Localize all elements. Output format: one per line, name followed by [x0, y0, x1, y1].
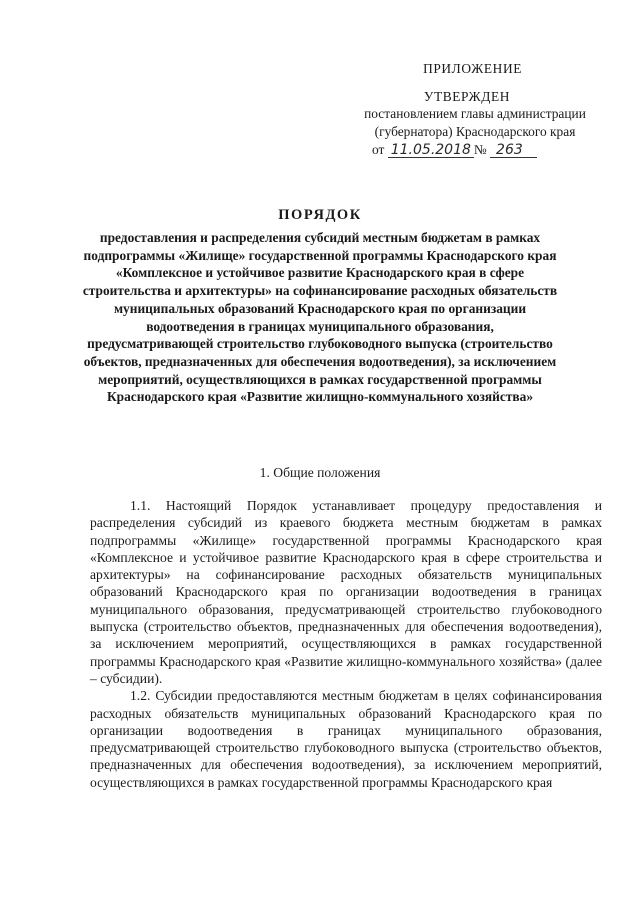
paragraph-1-2: 1.2. Субсидии предоставляются местным бюджетам в целях софинансирования расходных обязательств муниципальных образований Краснодарского края по организации водоотведения в границах муниципального образования, предусматривающей строительство глубоководного выпуска (строительство объектов, предназначенных для обеспечения водоотведения), за исключением мероприятий, осуществляющихся в рамках государственной программы Краснодарского края: [90, 688, 602, 790]
approval-date-line: [340, 141, 610, 159]
approval-line-1: постановлением главы администрации: [364, 106, 586, 121]
paragraph-1-1: 1.1. Настоящий Порядок устанавливает процедуру предоставления и распределения субсидий из краевого бюджета местным бюджетам в рамках подпрограммы «Жилище» государственной программы Краснодарского края «Комплексное и устойчивое развитие Краснодарского края в сфере строительства и архитектуры» на софинансирование расходных обязательств муниципальных образований Краснодарского края по организации водоотведения в границах муниципального образования, предусматривающей строительство глубоководного выпуска (строительство объектов, предназначенных для обеспечения водоотведения), за исключением мероприятий, осуществляющихся в рамках государственной программы Краснодарского края «Развитие жилищно-коммунального хозяйства» (далее – субсидии).: [90, 498, 602, 686]
approval-line-2: (губернатора) Краснодарского края: [374, 123, 576, 139]
number-prefix: №: [473, 142, 487, 157]
appendix-label: ПРИЛОЖЕНИЕ: [423, 61, 522, 76]
approval-block: [340, 60, 610, 159]
date-prefix: от: [372, 142, 385, 157]
section-heading: 1. Общие положения: [259, 465, 381, 480]
title-subtitle: предоставления и распределения субсидий местным бюджетам в рамках подпрограммы «Жилище» государственной программы Краснодарского края «Комплексное и устойчивое развитие Краснодарского края в сфере строительства и архитектуры» на софинансирование расходных обязательств муниципальных образований Краснодарского края по организации водоотведения в границах муниципального образования, предусматривающей строительство глубоководного выпуска (строительство объектов, предназначенных для обеспечения водоотведения), за исключением мероприятий, осуществляющихся в рамках государственной программы Краснодарского края «Развитие жилищно-коммунального хозяйства»: [82, 230, 558, 405]
title-heading: ПОРЯДОК: [278, 207, 362, 223]
document-title: [82, 207, 558, 406]
handwritten-date: 11.05.2018: [388, 143, 474, 158]
document-body: [90, 497, 602, 791]
approved-label: УТВЕРЖДЕН: [423, 88, 510, 104]
handwritten-number: 263: [490, 143, 537, 158]
